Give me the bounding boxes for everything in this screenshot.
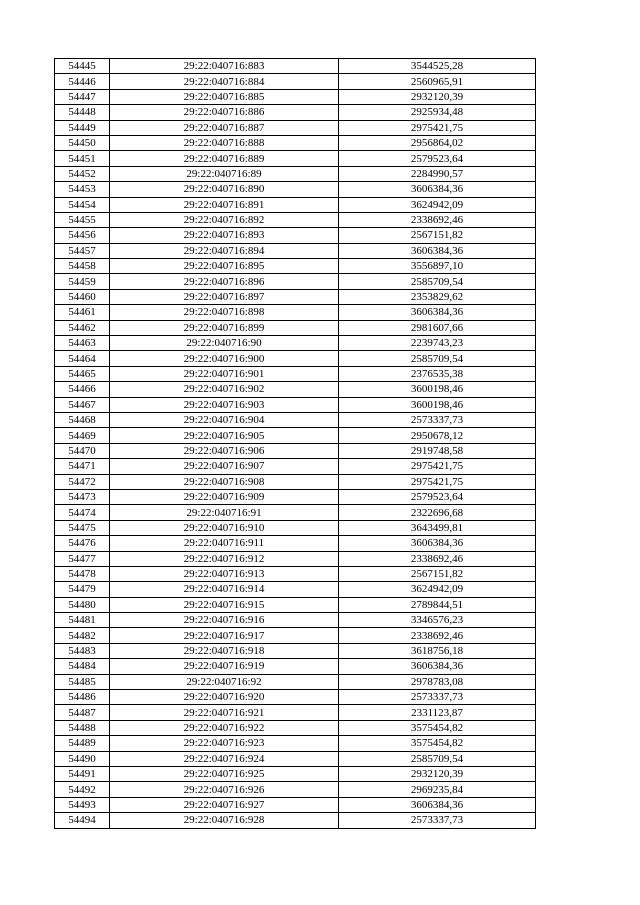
value-cell: 3600198,46 — [339, 382, 536, 397]
row-number-cell: 54464 — [55, 351, 110, 366]
cadastral-number-cell: 29:22:040716:909 — [110, 489, 339, 504]
row-number-cell: 54473 — [55, 489, 110, 504]
table-row — [55, 813, 536, 828]
value-cell: 2579523,64 — [339, 489, 536, 504]
cadastral-number-cell: 29:22:040716:89 — [110, 166, 339, 181]
value-cell: 2322696,68 — [339, 505, 536, 520]
cadastral-number-cell: 29:22:040716:883 — [110, 59, 339, 74]
table-row — [55, 613, 536, 628]
table-row — [55, 705, 536, 720]
cadastral-number-cell: 29:22:040716:900 — [110, 351, 339, 366]
row-number-cell: 54445 — [55, 59, 110, 74]
row-number-cell: 54451 — [55, 151, 110, 166]
cadastral-number-cell: 29:22:040716:917 — [110, 628, 339, 643]
value-cell: 2932120,39 — [339, 766, 536, 781]
table-row — [55, 582, 536, 597]
row-number-cell: 54487 — [55, 705, 110, 720]
table-row — [55, 489, 536, 504]
cadastral-number-cell: 29:22:040716:902 — [110, 382, 339, 397]
cadastral-number-cell: 29:22:040716:910 — [110, 520, 339, 535]
table-row — [55, 720, 536, 735]
cadastral-number-cell: 29:22:040716:928 — [110, 813, 339, 828]
cadastral-number-cell: 29:22:040716:884 — [110, 74, 339, 89]
value-cell: 2975421,75 — [339, 120, 536, 135]
value-cell: 3575454,82 — [339, 736, 536, 751]
cadastral-number-cell: 29:22:040716:903 — [110, 397, 339, 412]
row-number-cell: 54447 — [55, 89, 110, 104]
cadastral-number-cell: 29:22:040716:912 — [110, 551, 339, 566]
table-row — [55, 351, 536, 366]
table-row — [55, 428, 536, 443]
table-row — [55, 166, 536, 181]
table-row — [55, 536, 536, 551]
row-number-cell: 54449 — [55, 120, 110, 135]
cadastral-number-cell: 29:22:040716:915 — [110, 597, 339, 612]
cadastral-number-cell: 29:22:040716:90 — [110, 336, 339, 351]
value-cell: 3606384,36 — [339, 182, 536, 197]
value-cell: 2919748,58 — [339, 443, 536, 458]
row-number-cell: 54475 — [55, 520, 110, 535]
value-cell: 2585709,54 — [339, 351, 536, 366]
table-row — [55, 751, 536, 766]
row-number-cell: 54491 — [55, 766, 110, 781]
cadastral-number-cell: 29:22:040716:887 — [110, 120, 339, 135]
cadastral-number-cell: 29:22:040716:920 — [110, 690, 339, 705]
table-row — [55, 197, 536, 212]
value-cell: 2925934,48 — [339, 105, 536, 120]
value-cell: 3606384,36 — [339, 305, 536, 320]
row-number-cell: 54479 — [55, 582, 110, 597]
value-cell: 2585709,54 — [339, 751, 536, 766]
row-number-cell: 54466 — [55, 382, 110, 397]
row-number-cell: 54484 — [55, 659, 110, 674]
table-row — [55, 412, 536, 427]
cadastral-number-cell: 29:22:040716:895 — [110, 259, 339, 274]
row-number-cell: 54465 — [55, 366, 110, 381]
row-number-cell: 54455 — [55, 212, 110, 227]
row-number-cell: 54489 — [55, 736, 110, 751]
table-row — [55, 736, 536, 751]
row-number-cell: 54458 — [55, 259, 110, 274]
cadastral-number-cell: 29:22:040716:901 — [110, 366, 339, 381]
value-cell: 2969235,84 — [339, 782, 536, 797]
value-cell: 2585709,54 — [339, 274, 536, 289]
cadastral-number-cell: 29:22:040716:92 — [110, 674, 339, 689]
row-number-cell: 54463 — [55, 336, 110, 351]
cadastral-number-cell: 29:22:040716:906 — [110, 443, 339, 458]
value-cell: 2975421,75 — [339, 474, 536, 489]
value-cell: 3600198,46 — [339, 397, 536, 412]
table-row — [55, 782, 536, 797]
cadastral-number-cell: 29:22:040716:907 — [110, 459, 339, 474]
value-cell: 3575454,82 — [339, 720, 536, 735]
row-number-cell: 54448 — [55, 105, 110, 120]
cadastral-number-cell: 29:22:040716:914 — [110, 582, 339, 597]
table-row — [55, 243, 536, 258]
table-row — [55, 659, 536, 674]
row-number-cell: 54488 — [55, 720, 110, 735]
cadastral-number-cell: 29:22:040716:925 — [110, 766, 339, 781]
table-row — [55, 366, 536, 381]
table-row — [55, 182, 536, 197]
data-table — [54, 58, 536, 829]
table-row — [55, 336, 536, 351]
value-cell: 2975421,75 — [339, 459, 536, 474]
cadastral-number-cell: 29:22:040716:899 — [110, 320, 339, 335]
row-number-cell: 54459 — [55, 274, 110, 289]
row-number-cell: 54482 — [55, 628, 110, 643]
table-row — [55, 74, 536, 89]
row-number-cell: 54450 — [55, 135, 110, 150]
cadastral-number-cell: 29:22:040716:896 — [110, 274, 339, 289]
table-row — [55, 105, 536, 120]
cadastral-number-cell: 29:22:040716:904 — [110, 412, 339, 427]
value-cell: 2239743,23 — [339, 336, 536, 351]
row-number-cell: 54468 — [55, 412, 110, 427]
table-row — [55, 443, 536, 458]
value-cell: 2284990,57 — [339, 166, 536, 181]
cadastral-number-cell: 29:22:040716:924 — [110, 751, 339, 766]
value-cell: 2789844,51 — [339, 597, 536, 612]
cadastral-number-cell: 29:22:040716:927 — [110, 797, 339, 812]
value-cell: 3606384,36 — [339, 536, 536, 551]
table-row — [55, 797, 536, 812]
cadastral-number-cell: 29:22:040716:922 — [110, 720, 339, 735]
row-number-cell: 54494 — [55, 813, 110, 828]
cadastral-number-cell: 29:22:040716:890 — [110, 182, 339, 197]
row-number-cell: 54470 — [55, 443, 110, 458]
row-number-cell: 54485 — [55, 674, 110, 689]
row-number-cell: 54456 — [55, 228, 110, 243]
table-row — [55, 674, 536, 689]
table-row — [55, 397, 536, 412]
table-row — [55, 382, 536, 397]
row-number-cell: 54481 — [55, 613, 110, 628]
table-row — [55, 305, 536, 320]
cadastral-number-cell: 29:22:040716:892 — [110, 212, 339, 227]
cadastral-number-cell: 29:22:040716:913 — [110, 566, 339, 581]
table-row — [55, 274, 536, 289]
cadastral-number-cell: 29:22:040716:888 — [110, 135, 339, 150]
value-cell: 2338692,46 — [339, 628, 536, 643]
table-row — [55, 212, 536, 227]
table-row — [55, 766, 536, 781]
value-cell: 2331123,87 — [339, 705, 536, 720]
table-row — [55, 474, 536, 489]
value-cell: 2338692,46 — [339, 551, 536, 566]
cadastral-number-cell: 29:22:040716:897 — [110, 289, 339, 304]
cadastral-number-cell: 29:22:040716:919 — [110, 659, 339, 674]
table-row — [55, 551, 536, 566]
value-cell: 3643499,81 — [339, 520, 536, 535]
row-number-cell: 54477 — [55, 551, 110, 566]
value-cell: 2950678,12 — [339, 428, 536, 443]
table-row — [55, 59, 536, 74]
value-cell: 2978783,08 — [339, 674, 536, 689]
cadastral-number-cell: 29:22:040716:893 — [110, 228, 339, 243]
value-cell: 2579523,64 — [339, 151, 536, 166]
row-number-cell: 54490 — [55, 751, 110, 766]
value-cell: 2573337,73 — [339, 813, 536, 828]
row-number-cell: 54462 — [55, 320, 110, 335]
cadastral-number-cell: 29:22:040716:921 — [110, 705, 339, 720]
value-cell: 2560965,91 — [339, 74, 536, 89]
table-row — [55, 597, 536, 612]
value-cell: 3606384,36 — [339, 797, 536, 812]
value-cell: 3556897,10 — [339, 259, 536, 274]
row-number-cell: 54467 — [55, 397, 110, 412]
value-cell: 2573337,73 — [339, 412, 536, 427]
cadastral-number-cell: 29:22:040716:889 — [110, 151, 339, 166]
cadastral-number-cell: 29:22:040716:908 — [110, 474, 339, 489]
table-row — [55, 690, 536, 705]
row-number-cell: 54471 — [55, 459, 110, 474]
table-row — [55, 520, 536, 535]
table-row — [55, 566, 536, 581]
table-row — [55, 320, 536, 335]
cadastral-number-cell: 29:22:040716:905 — [110, 428, 339, 443]
cadastral-number-cell: 29:22:040716:894 — [110, 243, 339, 258]
cadastral-number-cell: 29:22:040716:916 — [110, 613, 339, 628]
cadastral-number-cell: 29:22:040716:923 — [110, 736, 339, 751]
cadastral-number-cell: 29:22:040716:891 — [110, 197, 339, 212]
value-cell: 2376535,38 — [339, 366, 536, 381]
value-cell: 3618756,18 — [339, 643, 536, 658]
value-cell: 2567151,82 — [339, 228, 536, 243]
table-row — [55, 259, 536, 274]
value-cell: 3624942,09 — [339, 197, 536, 212]
cadastral-number-cell: 29:22:040716:918 — [110, 643, 339, 658]
value-cell: 2981607,66 — [339, 320, 536, 335]
row-number-cell: 54446 — [55, 74, 110, 89]
row-number-cell: 54460 — [55, 289, 110, 304]
value-cell: 3606384,36 — [339, 243, 536, 258]
row-number-cell: 54454 — [55, 197, 110, 212]
value-cell: 2338692,46 — [339, 212, 536, 227]
table-row — [55, 505, 536, 520]
cadastral-number-cell: 29:22:040716:926 — [110, 782, 339, 797]
cadastral-number-cell: 29:22:040716:91 — [110, 505, 339, 520]
cadastral-number-cell: 29:22:040716:885 — [110, 89, 339, 104]
row-number-cell: 54457 — [55, 243, 110, 258]
row-number-cell: 54474 — [55, 505, 110, 520]
table-row — [55, 228, 536, 243]
value-cell: 3606384,36 — [339, 659, 536, 674]
value-cell: 2573337,73 — [339, 690, 536, 705]
value-cell: 2956864,02 — [339, 135, 536, 150]
table-row — [55, 89, 536, 104]
table-row — [55, 643, 536, 658]
table-row — [55, 135, 536, 150]
cadastral-number-cell: 29:22:040716:911 — [110, 536, 339, 551]
row-number-cell: 54493 — [55, 797, 110, 812]
table-row — [55, 151, 536, 166]
table-row — [55, 459, 536, 474]
row-number-cell: 54480 — [55, 597, 110, 612]
cadastral-number-cell: 29:22:040716:886 — [110, 105, 339, 120]
row-number-cell: 54492 — [55, 782, 110, 797]
row-number-cell: 54483 — [55, 643, 110, 658]
cadastral-number-cell: 29:22:040716:898 — [110, 305, 339, 320]
table-row — [55, 628, 536, 643]
value-cell: 3544525,28 — [339, 59, 536, 74]
data-table-body — [55, 59, 536, 829]
value-cell: 3346576,23 — [339, 613, 536, 628]
row-number-cell: 54472 — [55, 474, 110, 489]
table-row — [55, 289, 536, 304]
row-number-cell: 54452 — [55, 166, 110, 181]
row-number-cell: 54486 — [55, 690, 110, 705]
row-number-cell: 54476 — [55, 536, 110, 551]
value-cell: 2567151,82 — [339, 566, 536, 581]
row-number-cell: 54469 — [55, 428, 110, 443]
row-number-cell: 54478 — [55, 566, 110, 581]
value-cell: 3624942,09 — [339, 582, 536, 597]
table-row — [55, 120, 536, 135]
value-cell: 2353829,62 — [339, 289, 536, 304]
value-cell: 2932120,39 — [339, 89, 536, 104]
row-number-cell: 54453 — [55, 182, 110, 197]
row-number-cell: 54461 — [55, 305, 110, 320]
